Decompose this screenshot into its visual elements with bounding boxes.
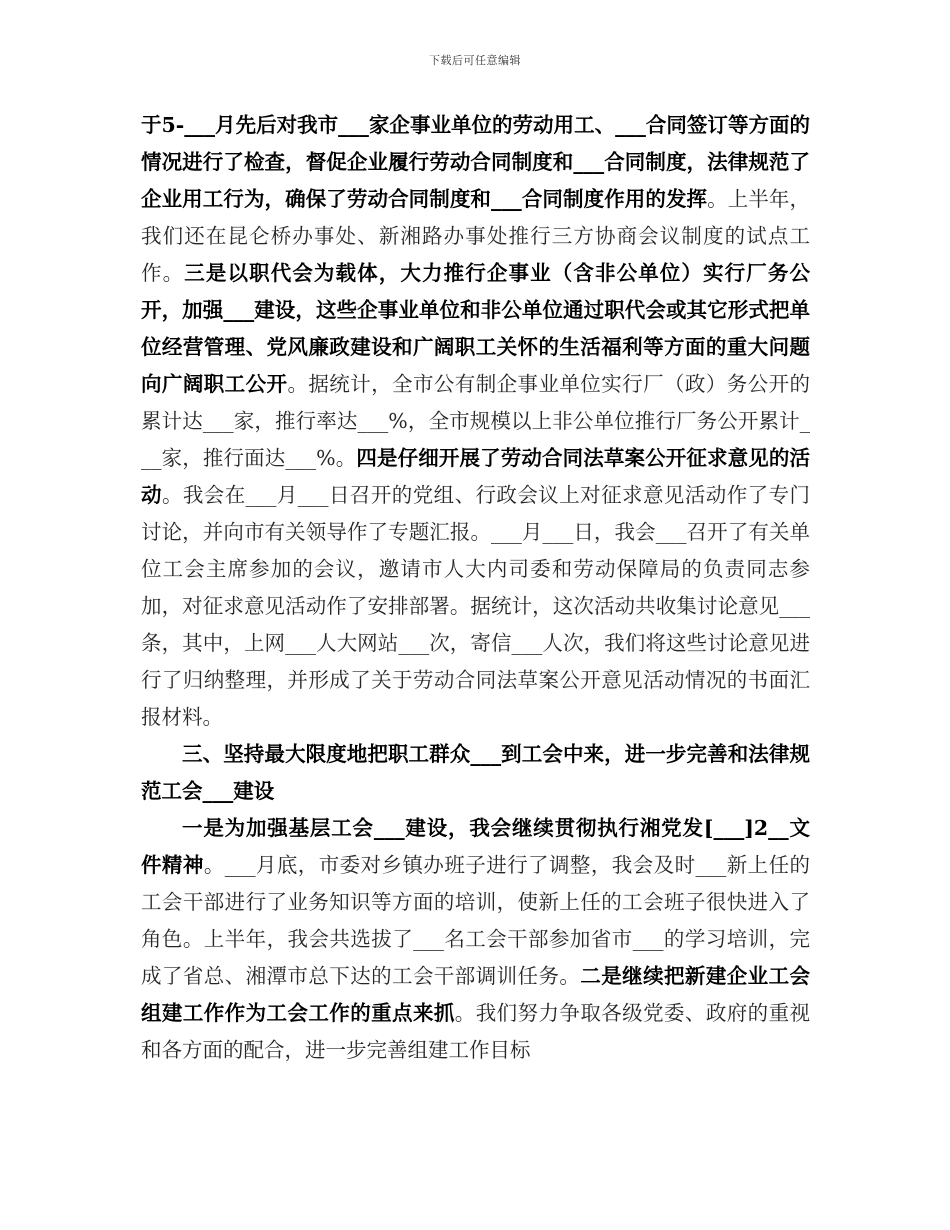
paragraph-1 [141,107,810,736]
bold-run: 一是为加强基层工会___建设，我会继续贯彻执行湘党发[___]2__文件精神 [141,816,810,877]
bold-run: 二是继续把新建企业工会组建工作作为工会工作的重点来抓 [141,964,811,1025]
bold-run: 于5-___月先后对我市___家企事业单位的劳动用工、___合同签订等方面的情况进行了检查，督促企业履行劳动合同制度和___合同制度，法律规范了企业用工行为，确保了劳动合同制度和___合同制度作用的发挥 [141,113,810,211]
text-run: 。___月底，市委对乡镇办班子进行了调整，我会及时___新上任的工会干部进行了业务知识等方面的培训，使新上任的工会班子很快进入了角色。上半年，我会共选拔了___名工会干部参加省市___的学习培训，完成了省总、湘潭市总下达的工会干部调训任务。 [141,853,811,988]
bold-run: 三是以职代会为载体，大力推行企事业（含非公单位）实行厂务公开，加强___建设，这些企事业单位和非公单位通过职代会或其它形式把单位经营管理、党风廉政建设和广阔职工关怀的生活福利等方面的重大问题向广阔职工公开 [141,261,810,396]
page-header: 下载后可任意编辑 [429,54,521,67]
document-body [141,107,810,1069]
text-run: 。我们努力争取各级党委、政府的重视和各方面的配合，进一步完善组建工作目标 [141,1001,811,1062]
paragraph-3 [141,810,810,1069]
section-heading-3 [141,736,810,810]
text-run: 。上半年，我们还在昆仑桥办事处、新湘路办事处推行三方协商会议制度的试点工作。 [141,187,811,285]
bold-run: 四是仔细开展了劳动合同法草案公开征求意见的活动 [141,446,810,507]
text-run: 。我会在___月___日召开的党组、行政会议上对征求意见活动作了专门讨论，并向市有关领导作了专题汇报。___月___日，我会___召开了有关单位工会主席参加的会议，邀请市人大内司委和劳动保障局的负责同志参加，对征求意见活动作了安排部署。据统计，这次活动共收集讨论意见___条，其中，上网___人大网站___次，寄信___人次，我们将这些讨论意见进行了归纳整理，并形成了关于劳动合同法草案公开意见活动情况的书面汇报材料。 [141,483,811,729]
bold-run: 三、坚持最大限度地把职工群众___到工会中来，进一步完善和法律规范工会___建设 [141,742,810,803]
text-run: 。据统计，全市公有制企事业单位实行厂（政）务公开的累计达___家，推行率达___%，全市规模以上非公单位推行厂务公开累计___家，推行面达___%。 [141,372,811,470]
